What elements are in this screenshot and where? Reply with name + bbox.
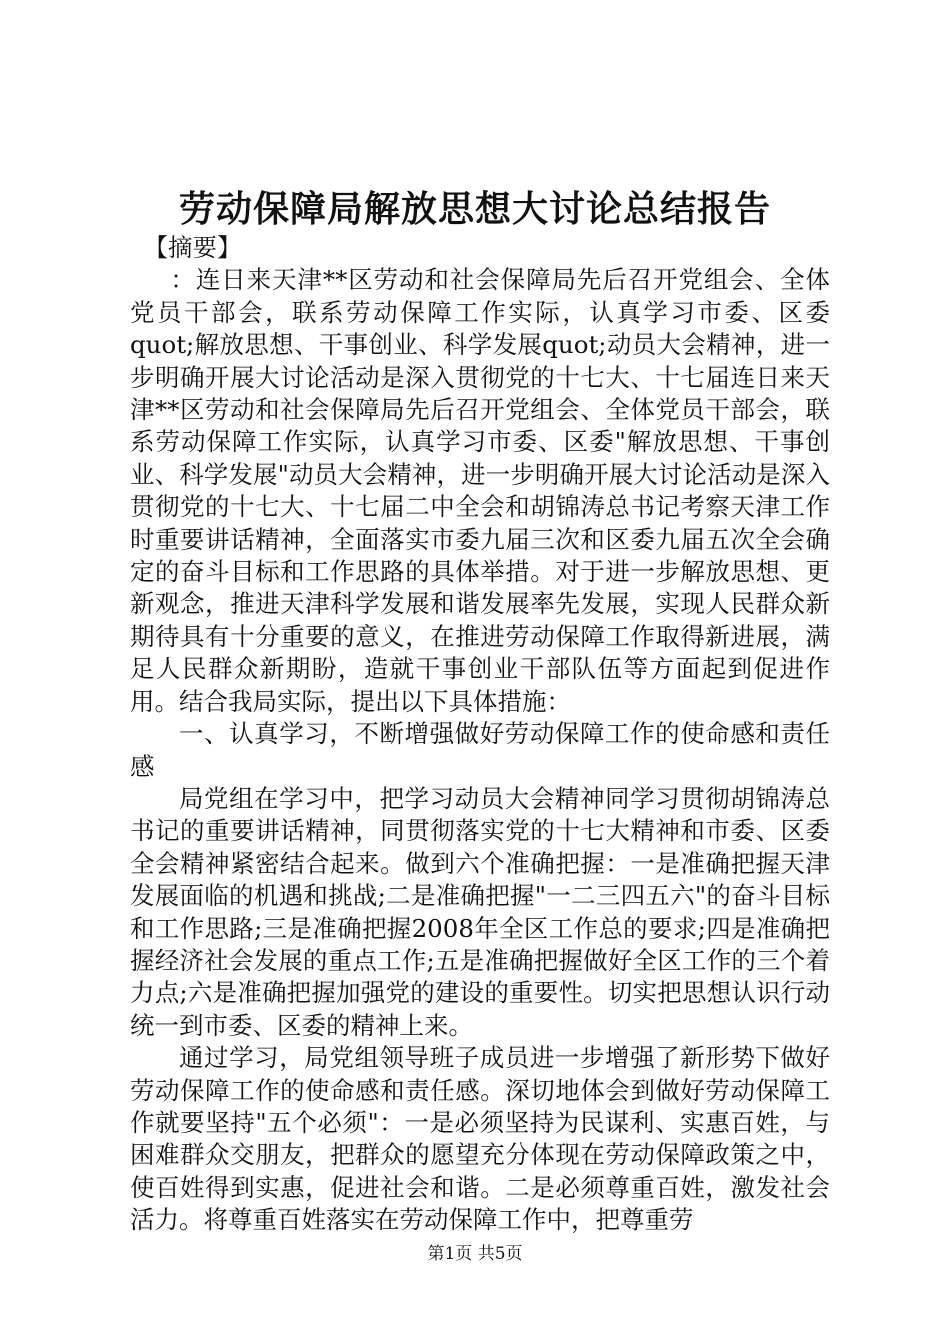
document-title: 劳动保障局解放思想大讨论总结报告 [178, 188, 771, 230]
summary-label: 【摘要】 [143, 233, 242, 262]
summary-paragraph: ：连日来天津**区劳动和社会保障局先后召开党组会、全体党员干部会，联系劳动保障工作实际，认真学习市委、区委quot;解放思想、干事创业、科学发展quot;动员大会精神，进一步明确开展大讨论活动是深入贯彻党的十七大、十七届连日来天津**区劳动和社会保障局先后召开党组会、全体党员干部会，联系劳动保障工作实际，认真学习市委、区委"解放思想、干事创业、科学发展"动员大会精神，进一步明确开展大讨论活动是深入贯彻党的十七大、十七届二中全会和胡锦涛总书记考察天津工作时重要讲话精神，全面落实市委九届三次和区委九届五次全会确定的奋斗目标和工作思路的具体举措。对于进一步解放思想、更新观念，推进天津科学发展和谐发展率先发展，实现人民群众新期待具有十分重要的意义，在推进劳动保障工作取得新进展，满足人民群众新期盼，造就干事创业干部队伍等方面起到促进作用。结合我局实际，提出以下具体措施： [130, 265, 830, 716]
body-paragraph: 局党组在学习中，把学习动员大会精神同学习贯彻胡锦涛总书记的重要讲话精神，同贯彻落实党的十七大精神和市委、区委全会精神紧密结合起来。做到六个准确把握：一是准确把握天津发展面临的机遇和挑战;二是准确把握"一二三四五六"的奋斗目标和工作思路;三是准确把握2008年全区工作总的要求;四是准确把握经济社会发展的重点工作;五是准确把握做好全区工作的三个着力点;六是准确把握加强党的建设的重要性。切实把思想认识行动统一到市委、区委的精神上来。 [130, 783, 830, 1040]
section-heading-1: 一、认真学习，不断增强做好劳动保障工作的使命感和责任感 [130, 719, 830, 781]
body-paragraph: 通过学习，局党组领导班子成员进一步增强了新形势下做好劳动保障工作的使命感和责任感。深切地体会到做好劳动保障工作就要坚持"五个必须"：一是必须坚持为民谋利、实惠百姓，与困难群众交朋友，把群众的愿望充分体现在劳动保障政策之中，使百姓得到实惠，促进社会和谐。二是必须尊重百姓，激发社会活力。将尊重百姓落实在劳动保障工作中，把尊重劳 [130, 1043, 830, 1235]
document-body [130, 232, 830, 1237]
page-footer: 第1页 共5页 [427, 1244, 523, 1264]
